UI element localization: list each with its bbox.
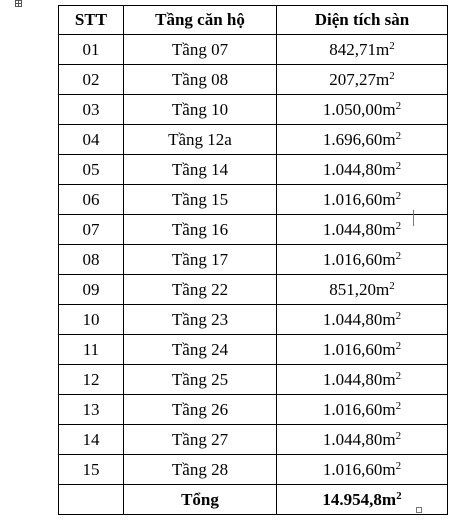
area-cell — [277, 395, 448, 425]
area-cell — [277, 215, 448, 245]
area-unit-exponent: 2 — [395, 310, 402, 322]
area-value: 1.050,00m — [322, 100, 396, 119]
area-unit-exponent: 2 — [389, 70, 395, 82]
floor-cell: Tầng 07 — [124, 35, 277, 65]
floor-area-table — [58, 5, 448, 515]
floor-cell: Tầng 24 — [124, 335, 277, 365]
area-unit-exponent: 2 — [389, 280, 395, 292]
area-value: 207,27m — [329, 70, 390, 89]
table-row — [59, 455, 448, 485]
area-cell — [277, 35, 448, 65]
stt-cell: 06 — [59, 185, 124, 215]
table-row — [59, 425, 448, 455]
floor-cell: Tầng 12a — [124, 125, 277, 155]
area-unit-exponent: 2 — [395, 400, 402, 412]
area-cell — [277, 185, 448, 215]
area-cell — [277, 125, 448, 155]
header-area: Diện tích sàn — [277, 6, 448, 35]
stt-cell: 13 — [59, 395, 124, 425]
area-value: 1.016,60m — [322, 250, 396, 269]
area-unit-exponent: 2 — [395, 460, 402, 472]
stt-cell: 03 — [59, 95, 124, 125]
area-cell — [277, 65, 448, 95]
table-row — [59, 95, 448, 125]
floor-cell: Tầng 25 — [124, 365, 277, 395]
floor-cell: Tầng 22 — [124, 275, 277, 305]
stt-cell: 10 — [59, 305, 124, 335]
floor-cell: Tầng 10 — [124, 95, 277, 125]
area-cell — [277, 95, 448, 125]
total-stt-cell — [59, 485, 124, 515]
area-unit-exponent: 2 — [395, 100, 402, 112]
area-unit-exponent: 2 — [395, 370, 402, 382]
area-value: 1.044,80m — [322, 370, 396, 389]
area-cell — [277, 275, 448, 305]
total-label-cell: Tổng — [124, 485, 277, 515]
floor-cell: Tầng 26 — [124, 395, 277, 425]
area-unit-exponent: 2 — [395, 340, 402, 352]
table-row — [59, 65, 448, 95]
stt-cell: 07 — [59, 215, 124, 245]
area-value: 1.044,80m — [322, 220, 396, 239]
stt-cell: 15 — [59, 455, 124, 485]
area-cell — [277, 455, 448, 485]
area-value: 1.044,80m — [322, 160, 396, 179]
area-cell — [277, 245, 448, 275]
stt-cell: 04 — [59, 125, 124, 155]
floor-cell: Tầng 16 — [124, 215, 277, 245]
area-cell — [277, 365, 448, 395]
area-cell — [277, 335, 448, 365]
area-unit-exponent: 2 — [395, 430, 402, 442]
area-value: 1.016,60m — [322, 190, 396, 209]
area-unit-exponent: 2 — [395, 250, 402, 262]
stt-cell: 08 — [59, 245, 124, 275]
stt-cell: 02 — [59, 65, 124, 95]
table-move-handle[interactable] — [15, 0, 22, 7]
table-row — [59, 395, 448, 425]
area-value: 1.044,80m — [322, 310, 396, 329]
table-body — [59, 35, 448, 515]
stt-cell: 09 — [59, 275, 124, 305]
stt-cell: 11 — [59, 335, 124, 365]
table-row — [59, 245, 448, 275]
area-value: 842,71m — [329, 40, 390, 59]
area-value: 1.696,60m — [322, 130, 396, 149]
area-unit-exponent: 2 — [395, 220, 402, 232]
floor-cell: Tầng 15 — [124, 185, 277, 215]
area-unit-exponent: 2 — [389, 40, 395, 52]
table-row — [59, 185, 448, 215]
area-unit-exponent: 2 — [395, 160, 402, 172]
table-row — [59, 35, 448, 65]
table-row — [59, 215, 448, 245]
header-floor: Tầng căn hộ — [124, 6, 277, 35]
area-value: 14.954,8m — [322, 490, 397, 509]
area-cell — [277, 155, 448, 185]
area-cell — [277, 305, 448, 335]
stt-cell: 05 — [59, 155, 124, 185]
table-header-row — [59, 6, 448, 35]
area-value: 851,20m — [329, 280, 390, 299]
floor-cell: Tầng 08 — [124, 65, 277, 95]
table-row — [59, 125, 448, 155]
text-cursor — [413, 210, 414, 226]
table-row — [59, 305, 448, 335]
header-stt: STT — [59, 6, 124, 35]
table-resize-handle[interactable] — [416, 507, 422, 513]
area-unit-exponent: 2 — [395, 130, 402, 142]
area-cell — [277, 425, 448, 455]
floor-cell: Tầng 17 — [124, 245, 277, 275]
table-row — [59, 335, 448, 365]
area-value: 1.016,60m — [322, 400, 396, 419]
stt-cell: 12 — [59, 365, 124, 395]
floor-cell: Tầng 14 — [124, 155, 277, 185]
area-value: 1.044,80m — [322, 430, 396, 449]
table-total-row — [59, 485, 448, 515]
area-value: 1.016,60m — [322, 340, 396, 359]
area-unit-exponent: 2 — [395, 190, 402, 202]
stt-cell: 01 — [59, 35, 124, 65]
floor-cell: Tầng 28 — [124, 455, 277, 485]
floor-cell: Tầng 23 — [124, 305, 277, 335]
area-unit-exponent: 2 — [396, 490, 402, 502]
area-value: 1.016,60m — [322, 460, 396, 479]
stt-cell: 14 — [59, 425, 124, 455]
floor-cell: Tầng 27 — [124, 425, 277, 455]
table-row — [59, 155, 448, 185]
table-row — [59, 275, 448, 305]
table-row — [59, 365, 448, 395]
